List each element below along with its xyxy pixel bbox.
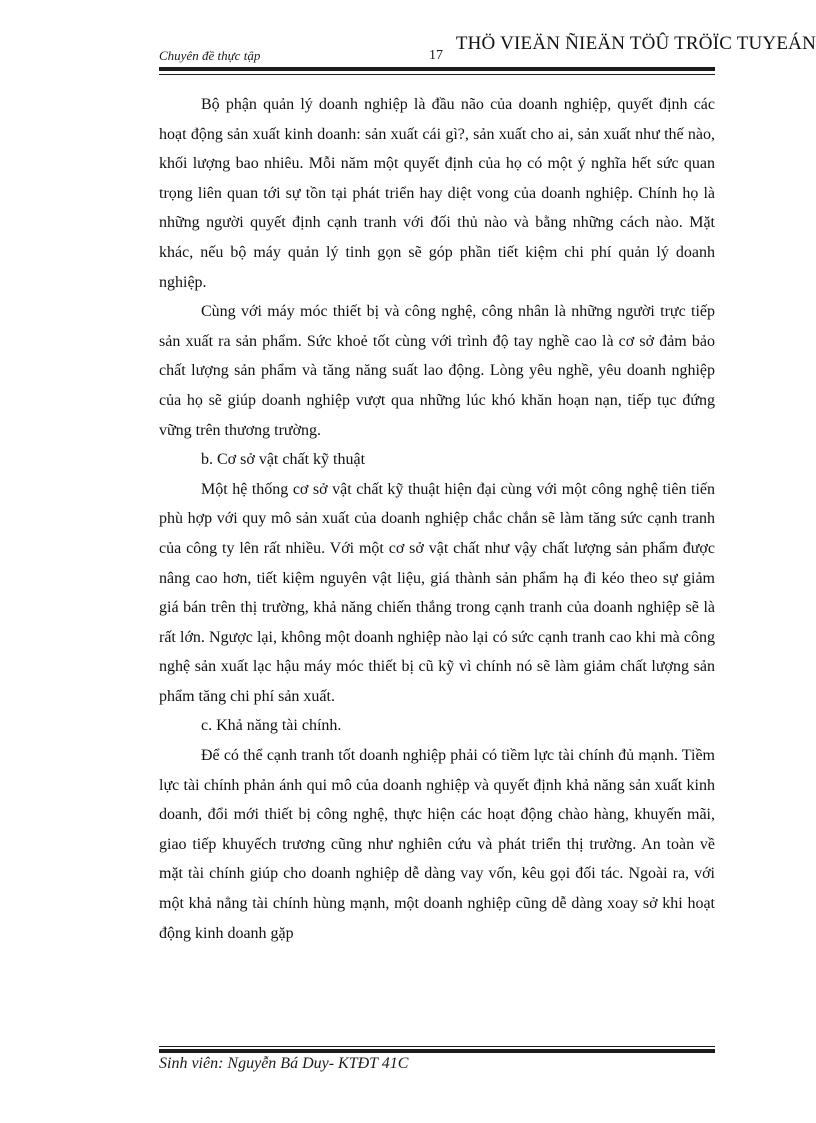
header-library-banner: THÖ VIEÄN ÑIEÄN TÖÛ TRÖÏC TUYEÁN — [455, 33, 816, 54]
header-document-title: Chuyên đề thực tập — [159, 48, 261, 63]
section-heading-finance: c. Khả năng tài chính. — [201, 717, 342, 735]
page-body — [159, 90, 715, 948]
paragraph-finance: Để có thể cạnh tranh tốt doanh nghiệp phải có tiềm lực tài chính đủ mạnh. Tiềm lực tài chính phản ánh qui mô của doanh nghiệp và quyết định khả năng sản xuất kinh doanh, đổi mới thiết bị công nghệ, thực hiện các hoạt động chào hàng, khuyến mãi, giao tiếp khuyếch trương cũng như nghiên cứu và phát triển thị trường. An toàn về mặt tài chính giúp cho doanh nghiệp dễ dàng vay vốn, kêu gọi đối tác. Ngoài ra, với một khả nẳng tài chính hùng mạnh, một doanh nghiệp cũng dễ dàng xoay sở khi hoạt động kinh doanh gặp — [159, 747, 715, 942]
paragraph-management: Bộ phận quản lý doanh nghiệp là đầu não của doanh nghiệp, quyết định các hoạt động sản xuất kinh doanh: sản xuất cái gì?, sản xuất cho ai, sản xuất như thế nào, khối lượng bao nhiêu. Mỗi năm một quyết định của họ có một ý nghĩa hết sức quan trọng liên quan tới sự tồn tại phát triển hay diệt vong của doanh nghiệp. Chính họ là những người quyết định cạnh tranh với đối thủ nào và bằng những cách nào. Mặt khác, nếu bộ máy quản lý tinh gọn sẽ góp phần tiết kiệm chi phí quản lý doanh nghiệp. — [159, 96, 715, 291]
header-rule-thin — [159, 74, 715, 75]
paragraph-facilities: Một hệ thống cơ sở vật chất kỹ thuật hiện đại cùng với một công nghệ tiên tiến phù hợp với quy mô sản xuất của doanh nghiệp chắc chắn sẽ làm tăng sức cạnh tranh của công ty lên rất nhiều. Với một cơ sở vật chất như vậy chất lượng sản phẩm được nâng cao hơn, tiết kiệm nguyên vật liệu, giá thành sản phẩm hạ đi kéo theo sự giảm giá bán trên thị trường, khả năng chiến thắng trong cạnh tranh của doanh nghiệp sẽ là rất lớn. Ngược lại, không một doanh nghiệp nào lại có sức cạnh tranh cao khi mà công nghệ sản xuất lạc hậu máy móc thiết bị cũ kỹ vì chính nó sẽ làm giảm chất lượng sản phẩm tăng chi phí sản xuất. — [159, 480, 715, 705]
footer-rule-thin — [159, 1046, 715, 1047]
header-rule-thick — [159, 67, 715, 71]
footer-author: Sinh viên: Nguyễn Bá Duy- KTĐT 41C — [159, 1055, 409, 1072]
section-heading-facilities: b. Cơ sở vật chất kỹ thuật — [201, 451, 366, 469]
footer-rule-thick — [159, 1049, 715, 1053]
paragraph-workers: Cùng với máy móc thiết bị và công nghệ, công nhân là những người trực tiếp sản xuất ra sản phẩm. Sức khoẻ tốt cùng với trình độ tay nghề cao là cơ sở đảm bảo chất lượng sản phẩm và tăng năng suất lao động. Lòng yêu nghề, yêu doanh nghiệp của họ sẽ giúp doanh nghiệp vượt qua những lúc khó khăn hoạn nạn, tiếp tục đứng vững trên thương trường. — [159, 303, 715, 439]
header-page-number: 17 — [429, 48, 443, 63]
